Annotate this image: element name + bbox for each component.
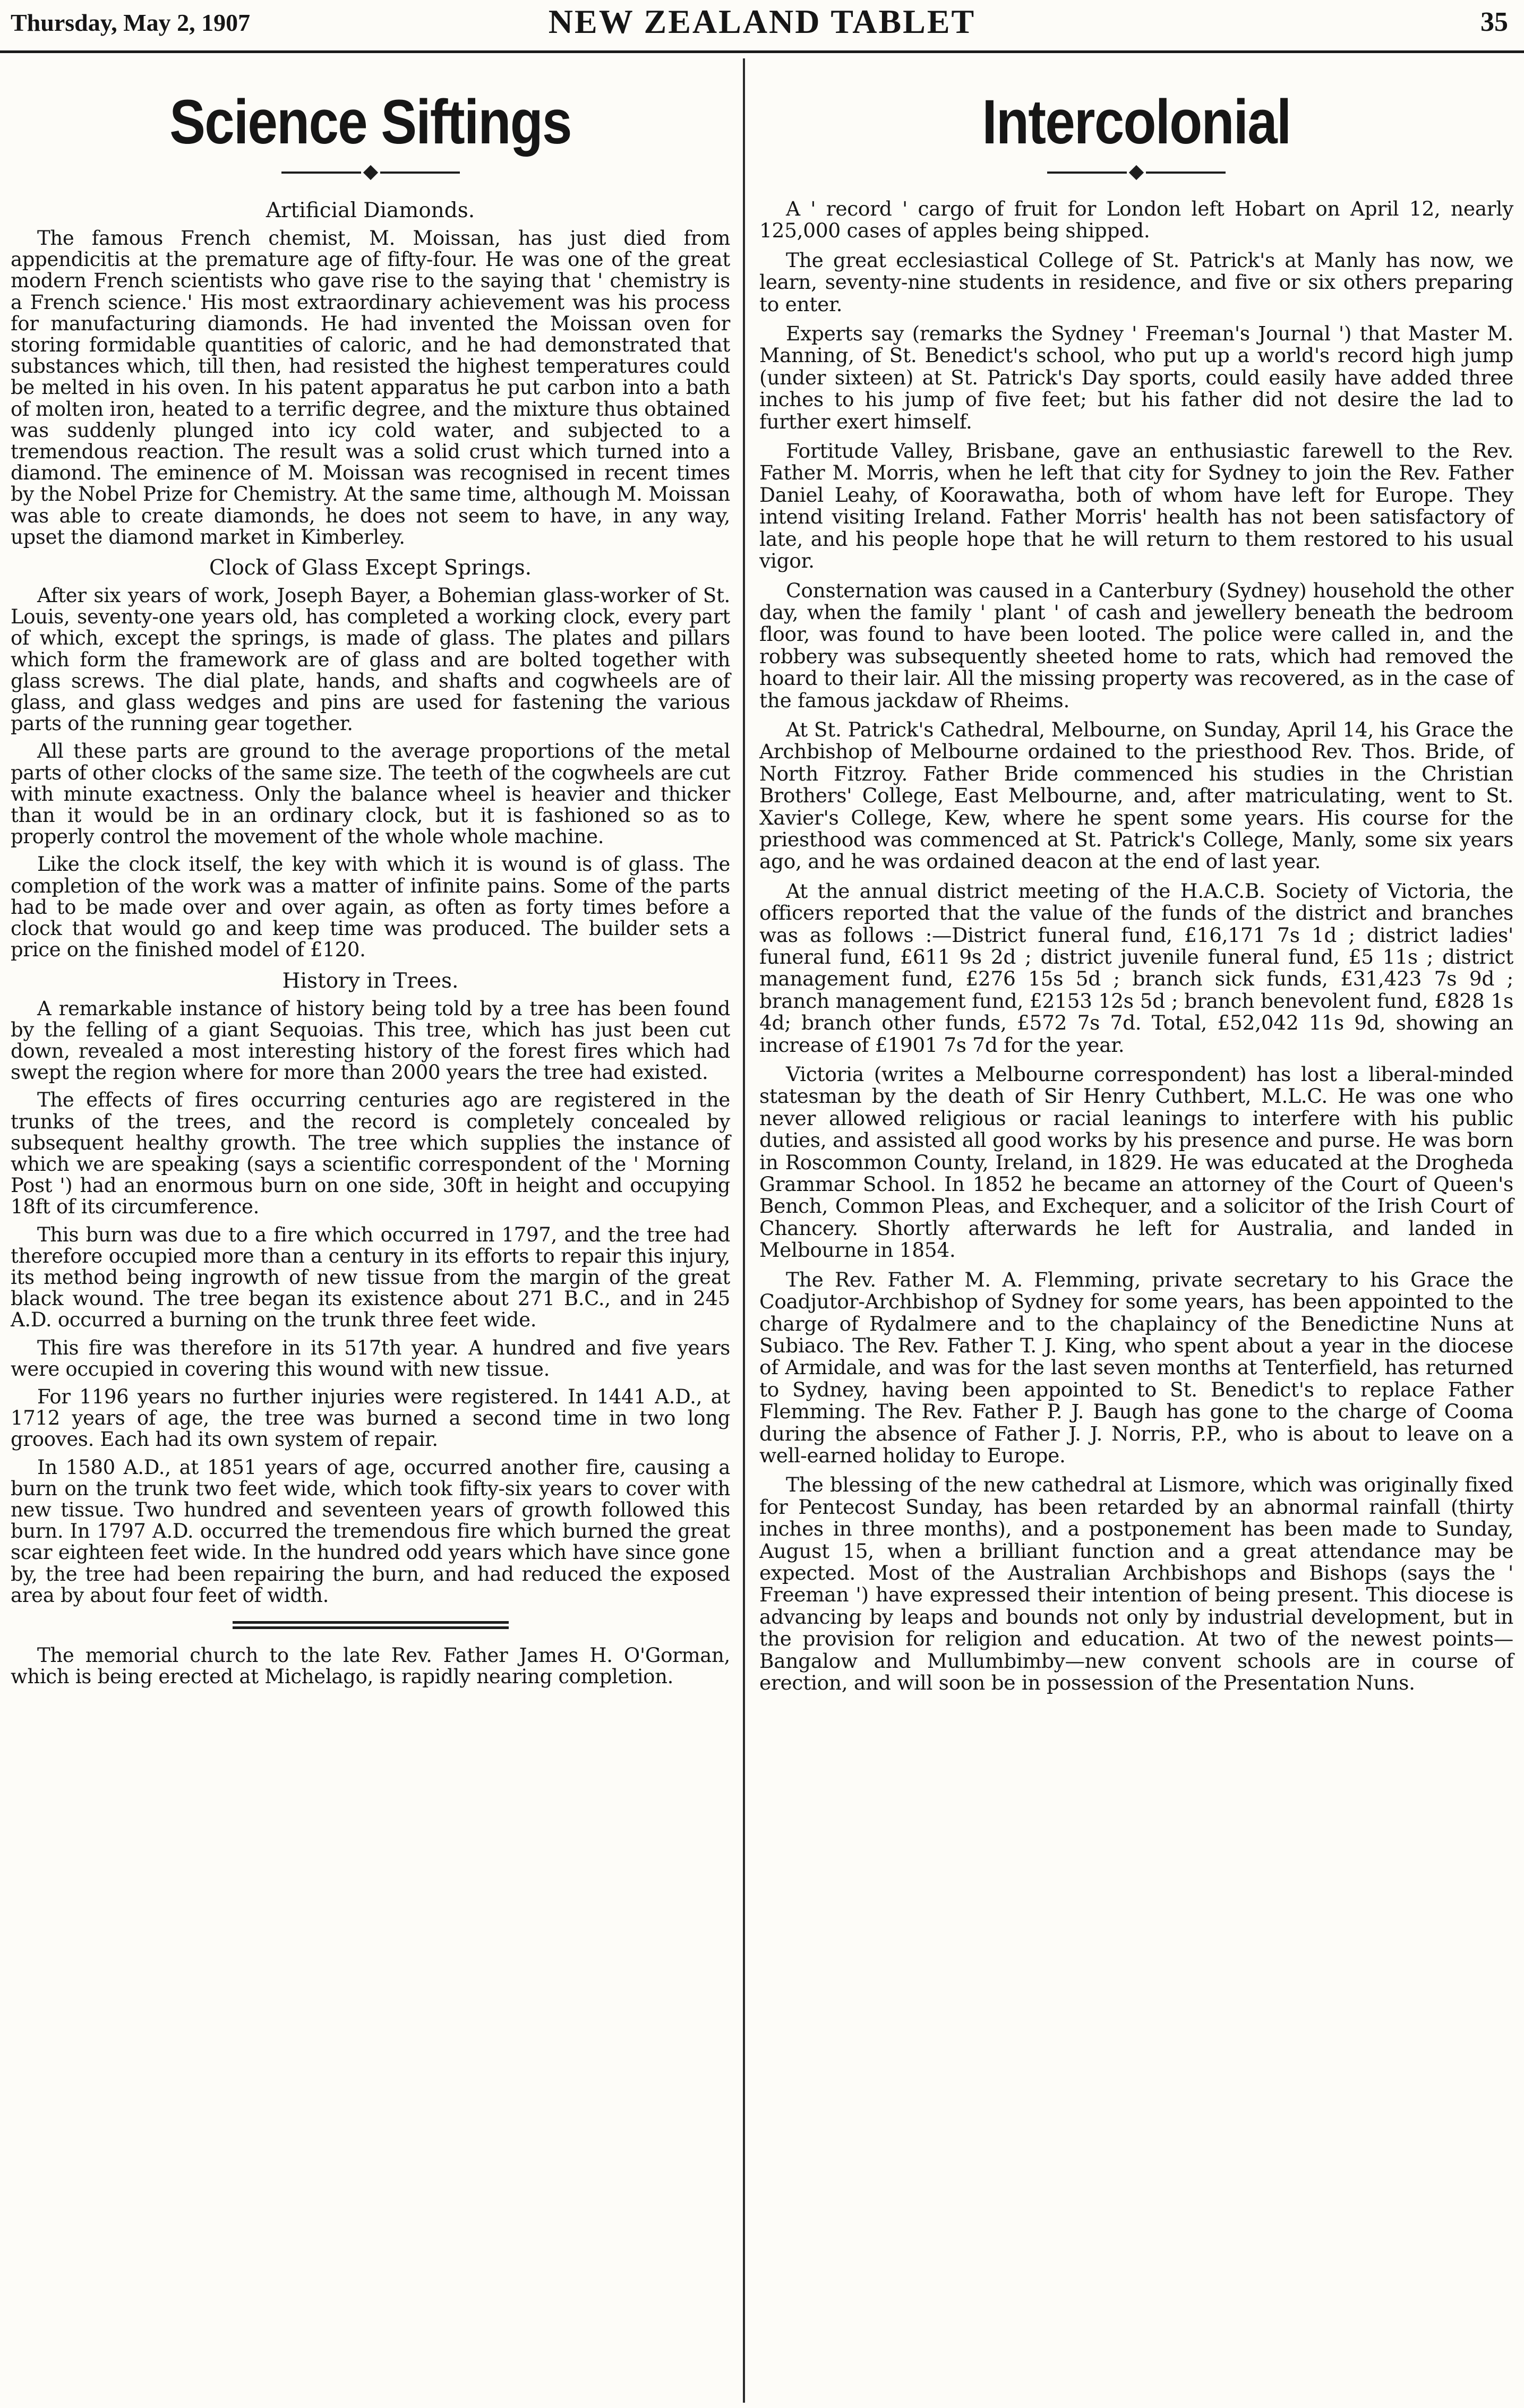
column-divider: [743, 58, 745, 2403]
paragraph: The great ecclesiastical College of St. Patrick's at Manly has now, we learn, seventy-nine students in residence, and five or six others preparing to enter.: [759, 248, 1513, 316]
paragraph: Experts say (remarks the Sydney ' Freeman's Journal ') that Master M. Manning, of St. Benedict's school, who put up a world's record high jump (under sixteen) at St. Patrick's Day sports, could easily have added three inches to his jump of five feet; but his father did not desire the lad to further exert himself.: [759, 322, 1513, 433]
page-number: 35: [1480, 7, 1508, 37]
diamond-ornament-icon: [363, 165, 378, 180]
intercolonial-column: [759, 66, 1513, 1701]
title-ornament: [759, 167, 1513, 178]
section-heading: Artificial Diamonds.: [266, 199, 475, 222]
diamond-ornament-icon: [1129, 165, 1144, 180]
column-title: Intercolonial: [982, 87, 1291, 157]
page-header: [0, 0, 1524, 53]
paragraph: After six years of work, Joseph Bayer, a Bohemian glass-worker of St. Louis, seventy-one years old, has completed a working clock, every part of which, except the springs, is made of glass. The plates and pillars which form the framework are of glass and are bolted together with glass screws. The dial plate, hands, and shafts and cogwheels are of glass, and glass wedges and pins are used for fastening the various parts of the running gear together.: [11, 584, 730, 735]
paragraph: At the annual district meeting of the H.A.C.B. Society of Victoria, the officers reported that the value of the funds of the district and branches was as follows :—District funeral fund, £16,171 7s 1d ; district ladies' funeral fund, £611 9s 2d ; district juvenile funeral fund, £5 11s ; district management fund, £276 15s 5d ; branch sick funds, £31,423 7s 9d ; branch management fund, £2153 12s 5d ; branch benevolent fund, £828 1s 4d; branch other funds, £572 7s 7d. Total, £52,042 11s 9d, showing an increase of £1901 7s 7d for the year.: [759, 879, 1513, 1057]
paragraph: In 1580 A.D., at 1851 years of age, occurred another fire, causing a burn on the trunk two feet wide, which took fifty-six years to cover with new tissue. Two hundred and seventeen years of growth followed this burn. In 1797 A.D. occurred the tremendous fire which burned the great scar eighteen feet wide. In the hundred odd years which have since gone by, the tree had been repairing the burn, and had reduced the exposed area by about four feet of width.: [11, 1455, 730, 1607]
paragraph: The blessing of the new cathedral at Lismore, which was originally fixed for Pentecost Sunday, has been retarded by an abnormal rainfall (thirty inches in three months), and a postponement has been made to Sunday, August 15, when a brilliant function and a great attendance may be expected. Most of the Australian Archbishops and Bishops (says the ' Freeman ') have expressed their intention of being present. This diocese is advancing by leaps and bounds not only by industrial development, but in the provision for religion and education. At two of the newest points—Bangalow and Mullumbimby—new convent schools are in course of erection, and will soon be in possession of the Presentation Nuns.: [759, 1473, 1513, 1694]
title-ornament: [11, 167, 730, 178]
paragraph: Like the clock itself, the key with which it is wound is of glass. The completion of the work was a matter of infinite pains. Some of the parts had to be made over and over again, as often as forty times before a clock that would go and keep time was produced. The builder sets a price on the finished model of £120.: [11, 853, 730, 962]
paragraph: Victoria (writes a Melbourne correspondent) has lost a liberal-minded statesman by the death of Sir Henry Cuthbert, M.L.C. He was one who never allowed religious or racial leanings to interfere with his public duties, and assisted all good works by his presence and purse. He was born in Roscommon County, Ireland, in 1829. He was educated at the Drogheda Grammar School. In 1852 he became an attorney of the Court of Queen's Bench, Common Pleas, and Exchequer, and a solicitor of the Irish Court of Chancery. Shortly afterwards he left for Australia, and landed in Melbourne in 1854.: [759, 1062, 1513, 1262]
paragraph: At St. Patrick's Cathedral, Melbourne, on Sunday, April 14, his Grace the Archbishop of Melbourne ordained to the priesthood Rev. Thos. Bride, of North Fitzroy. Father Bride commenced his studies in the Christian Brothers' College, East Melbourne, and, after matriculating, went to St. Xavier's College, Kew, where he spent some years. His course for the priesthood was commenced at St. Patrick's College, Manly, some six years ago, and he was ordained deacon at the end of last year.: [759, 717, 1513, 873]
paragraph: This fire was therefore in its 517th year. A hundred and five years were occupied in covering this wound with new tissue.: [11, 1336, 730, 1381]
paragraph: All these parts are ground to the average proportions of the metal parts of other clocks of the same size. The teeth of the cogwheels are cut with minute exactness. Only the balance wheel is heavier and thicker than it would be in an ordinary clock, but it is fashioned so as to properly control the movement of the whole whole machine.: [11, 740, 730, 849]
paragraph: Consternation was caused in a Canterbury (Sydney) household the other day, when the family ' plant ' of cash and jewellery beneath the bedroom floor, was found to have been looted. The police were called in, and the robbery was subsequently sheeted home to rats, which had removed the hoard to their lair. All the missing property was recovered, as in the case of the famous jackdaw of Rheims.: [759, 578, 1513, 712]
paragraph: This burn was due to a fire which occurred in 1797, and the tree had therefore occupied more than a century in its efforts to repair this injury, its method being ingrowth of new tissue from the margin of the great black wound. The tree began its existence about 271 B.C., and in 245 A.D. occurred a burning on the trunk three feet wide.: [11, 1223, 730, 1332]
section-heading: Clock of Glass Except Springs.: [209, 556, 532, 580]
paragraph: The Rev. Father M. A. Flemming, private secretary to his Grace the Coadjutor-Archbishop of Sydney for some years, has been appointed to the charge of Rydalmere and to the chaplaincy of the Benedictine Nuns at Subiaco. The Rev. Father T. J. King, who spent about a year in the diocese of Armidale, and was for the last seven months at Tenterfield, has returned to Sydney, having been appointed to St. Benedict's to replace Father Flemming. The Rev. Father P. J. Baugh has gone to the charge of Cooma during the absence of Father J. J. Norris, P.P., who is about to leave on a well-earned holiday to Europe.: [759, 1267, 1513, 1467]
paragraph: Fortitude Valley, Brisbane, gave an enthusiastic farewell to the Rev. Father M. Morris, when he left that city for Sydney to join the Rev. Father Daniel Leahy, of Koorawatha, both of whom have left for Europe. They intend visiting Ireland. Father Morris' health has not been satisfactory of late, and his people hope that he will return to them restored to his usual vigor.: [759, 439, 1513, 573]
paragraph: For 1196 years no further injuries were registered. In 1441 A.D., at 1712 years of age, the tree was burned a second time in two long grooves. Each had its own system of repair.: [11, 1385, 730, 1451]
paragraph: The memorial church to the late Rev. Father James H. O'Gorman, which is being erected at Michelago, is rapidly nearing completion.: [11, 1643, 730, 1689]
issue-date: Thursday, May 2, 1907: [11, 9, 251, 36]
paragraph: A remarkable instance of history being told by a tree has been found by the felling of a giant Sequoias. This tree, which has just been cut down, revealed a most interesting history of the forest fires which had swept the region where for more than 2000 years the tree had existed.: [11, 997, 730, 1084]
paragraph: The effects of fires occurring centuries ago are registered in the trunks of the trees, and the record is completely concealed by subsequent healthy growth. The tree which supplies the instance of which we are speaking (says a scientific correspondent of the ' Morning Post ') had an enormous burn on one side, 30ft in height and occupying 18ft of its circumference.: [11, 1089, 730, 1219]
paragraph: A ' record ' cargo of fruit for London left Hobart on April 12, nearly 125,000 cases of apples being shipped.: [759, 197, 1513, 243]
paragraph: The famous French chemist, M. Moissan, has just died from appendicitis at the premature age of fifty-four. He was one of the great modern French scientists who gave rise to the saying that ' chemistry is a French science.' His most extraordinary achievement was his process for manufacturing diamonds. He had invented the Moissan oven for storing formidable quantities of caloric, and he had demonstrated that substances which, till then, had resisted the highest temperatures could be melted in his oven. In his patent apparatus he put carbon into a bath of molten iron, heated to a terrific degree, and the mixture thus obtained was suddenly plunged into icy cold water, and subjected to a tremendous reaction. The result was a solid crust which turned into a diamond. The eminence of M. Moissan was recognised in recent times by the Nobel Prize for Chemistry. At the same time, although M. Moissan was able to create diamonds, he does not seem to have, in any way, upset the diamond market in Kimberley.: [11, 227, 730, 549]
science-siftings-column: [11, 66, 730, 1694]
column-title: Science Siftings: [169, 87, 571, 157]
section-separator: [233, 1621, 509, 1629]
masthead-title: NEW ZEALAND TABLET: [548, 3, 976, 40]
section-heading: History in Trees.: [282, 969, 459, 993]
